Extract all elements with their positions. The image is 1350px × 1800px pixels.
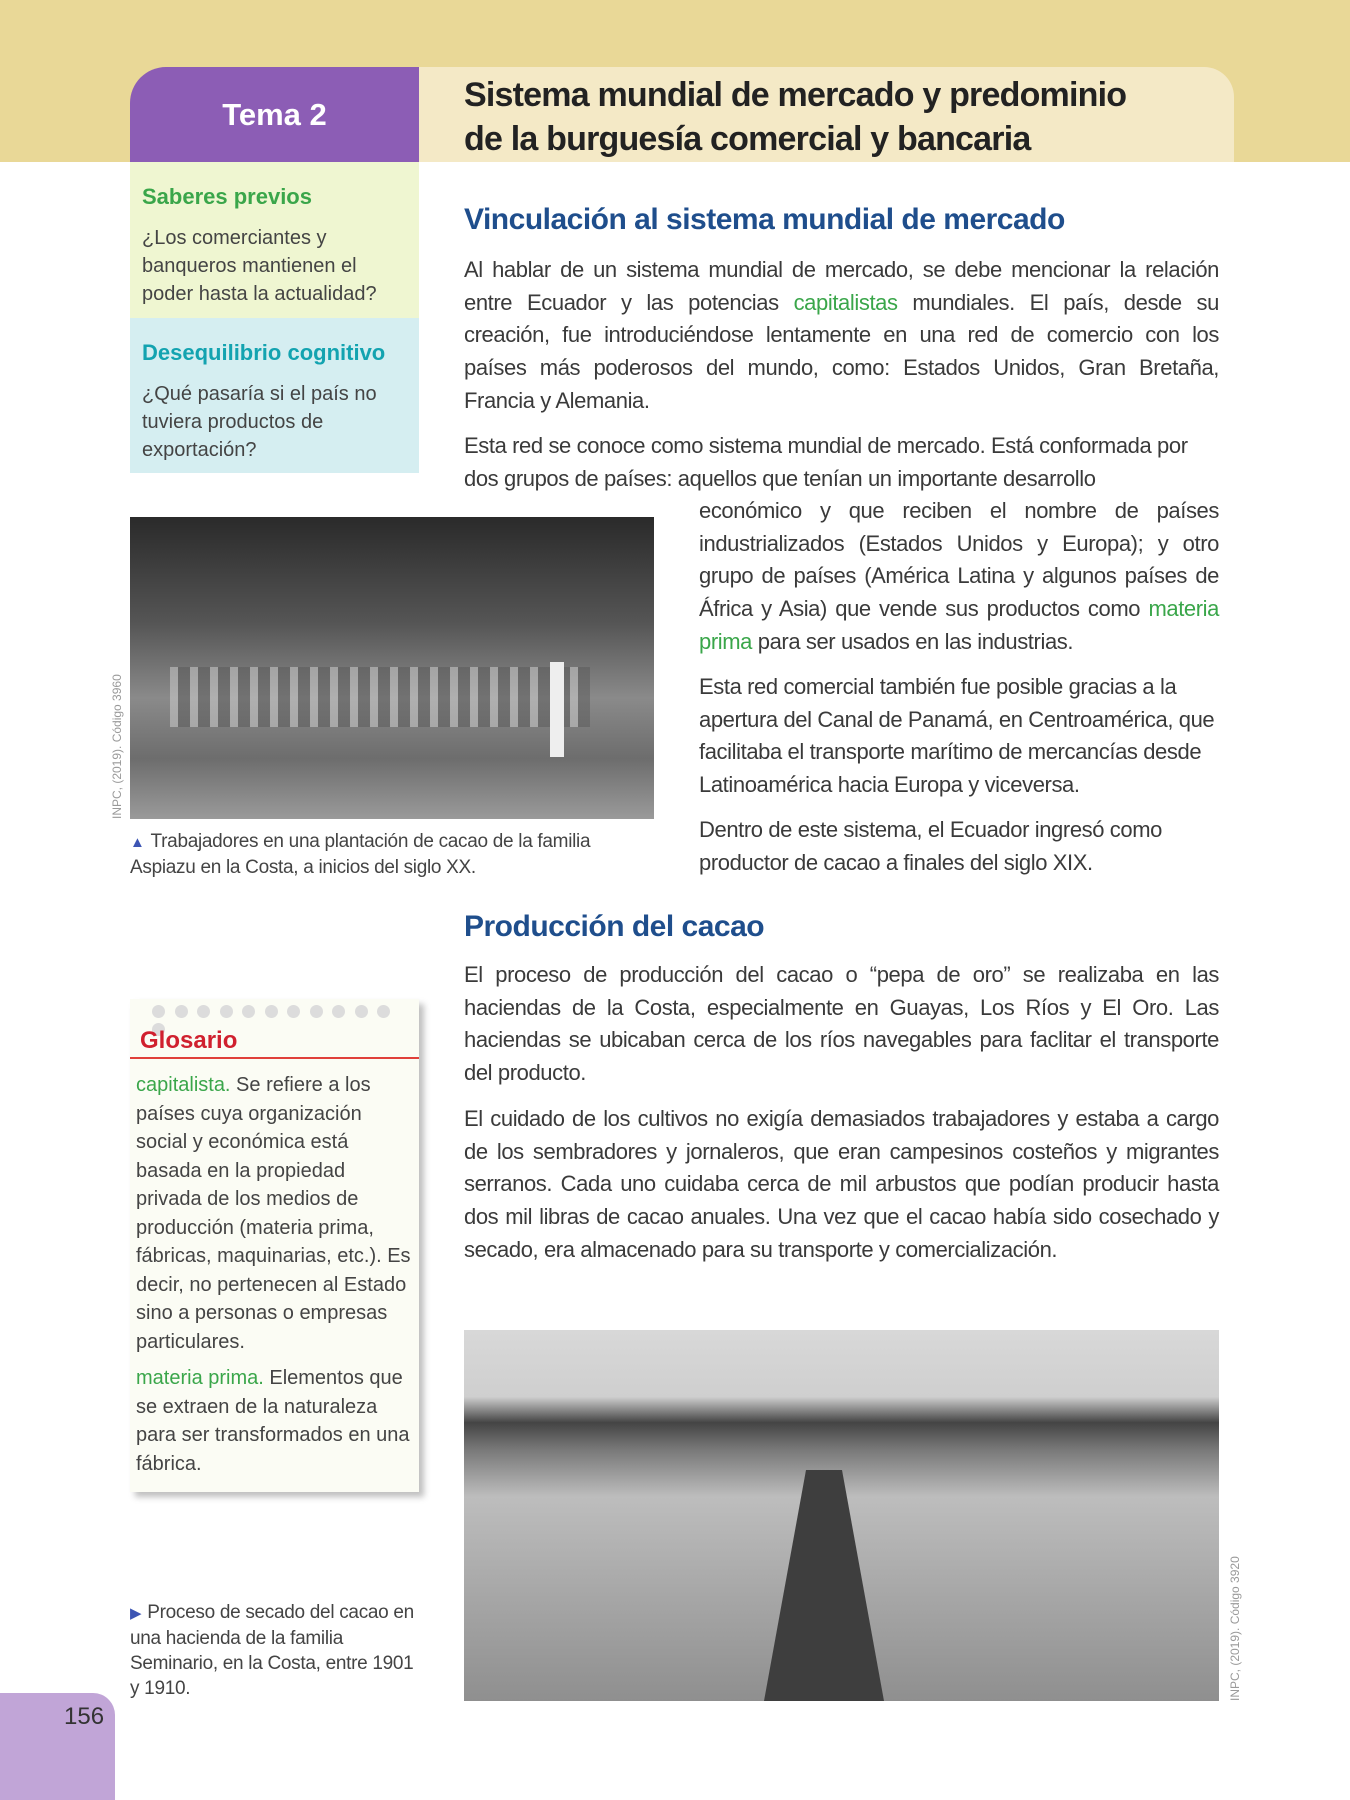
text: económico y que reciben el nombre de países industrializados (Estados Unidos y Europa); y otro grupo de países (América Latina y algunos países de África y Asia) que vende sus productos como bbox=[699, 498, 1219, 622]
photo1-credit: INPC, (2019). Código 3960 bbox=[110, 674, 124, 819]
page-number: 156 bbox=[64, 1703, 105, 1730]
term-capitalistas: capitalistas bbox=[793, 289, 898, 315]
paragraph-2-start: Esta red se conoce como sistema mundial de mercado. Está conformada por dos grupos de países: aquellos que tenían un importante desarrollo bbox=[464, 433, 1188, 491]
desequilibrio-heading: Desequilibrio cognitivo bbox=[142, 340, 386, 365]
photo1-caption bbox=[130, 829, 650, 880]
paragraph-2-cont bbox=[699, 495, 1219, 659]
glosario-entry bbox=[130, 1059, 419, 1356]
text: Proceso de secado del cacao en una hacienda de la familia Seminario, en la Costa, entre 1901 y 1910. bbox=[130, 1602, 414, 1699]
triangle-up-icon: ▲ bbox=[130, 834, 145, 851]
page-number-tab bbox=[0, 1693, 115, 1800]
photo2-caption bbox=[130, 1600, 420, 1701]
glosario-box bbox=[130, 999, 419, 1492]
photo2-credit: INPC, (2019). Código 3920 bbox=[1228, 1556, 1242, 1701]
tema-label: Tema 2 bbox=[130, 67, 419, 162]
photo-cacao-workers bbox=[130, 517, 654, 819]
triangle-right-icon: ▶ bbox=[130, 1605, 142, 1622]
section-heading-vinculacion: Vinculación al sistema mundial de mercado bbox=[464, 203, 1065, 236]
spiral-rings bbox=[130, 999, 419, 1021]
desequilibrio-box bbox=[130, 318, 419, 473]
desequilibrio-text: ¿Qué pasaría si el país no tuviera productos de exportación? bbox=[142, 383, 377, 461]
glosario-entry bbox=[130, 1356, 419, 1478]
paragraph-6: El cuidado de los cultivos no exigía demasiados trabajadores y estaba a cargo de los sembradores y jornaleros, que eran campesinos costeños y migrantes serranos. Cada uno cuidaba cerca de mil arbustos que podían producir hasta dos mil libras de cacao anuales. Una vez que el cacao había sido cosechado y secado, era almacenado para su transporte y comercialización. bbox=[464, 1106, 1219, 1262]
saberes-previos-box bbox=[130, 162, 419, 318]
glosario-heading: Glosario bbox=[130, 1021, 419, 1059]
title-line-2: de la burguesía comercial y bancaria bbox=[464, 120, 1031, 158]
paragraph-1 bbox=[464, 254, 1219, 418]
title-line-1: Sistema mundial de mercado y predominio bbox=[464, 76, 1127, 114]
photo-cacao-drying bbox=[464, 1330, 1219, 1701]
text: Al hablar de un sistema mundial de mercado, se debe mencionar la relación entre Ecuador y las potencias bbox=[464, 257, 1219, 315]
saberes-text: ¿Los comerciantes y banqueros mantienen el poder hasta la actualidad? bbox=[142, 227, 377, 305]
glosario-definition: Se refiere a los países cuya organización social y económica está basada en la propiedad privada de los medios de producción (materia prima, fábricas, maquinarias, etc.). Es decir, no pertenecen al Estado sino a personas o empresas particulares. bbox=[136, 1074, 411, 1353]
drying-path bbox=[764, 1470, 884, 1701]
text: para ser usados en las industrias. bbox=[752, 628, 1074, 654]
paragraph-5: El proceso de producción del cacao o “pepa de oro” se realizaba en las haciendas de la Costa, especialmente en Guayas, Los Ríos y El Oro. Las haciendas se ubicaban cerca de los ríos navegables para faclitar el transporte del producto. bbox=[464, 962, 1219, 1086]
text: mundiales. El país, desde su creación, fue introduciéndose lentamente en una red de comercio con los países más poderosos del mundo, como: Estados Unidos, Gran Bretaña, Francia y Alemania. bbox=[464, 289, 1219, 413]
page-title bbox=[419, 67, 1234, 162]
standing-figure bbox=[550, 662, 564, 757]
saberes-heading: Saberes previos bbox=[142, 184, 312, 209]
section-heading-produccion: Producción del cacao bbox=[464, 910, 765, 943]
glosario-definition: Elementos que se extraen de la naturaleza para ser transformados en una fábrica. bbox=[136, 1367, 410, 1475]
workers-figures bbox=[170, 667, 590, 727]
glosario-term: materia prima. bbox=[136, 1367, 264, 1389]
paragraph-3: Esta red comercial también fue posible gracias a la apertura del Canal de Panamá, en Centroamérica, que facilitaba el transporte marítimo de mercancías desde Latinoamérica hacia Europa y viceversa. bbox=[699, 674, 1215, 798]
glosario-term: capitalista. bbox=[136, 1074, 231, 1096]
text: Trabajadores en una plantación de cacao de la familia Aspiazu en la Costa, a inicios del siglo XX. bbox=[130, 831, 591, 878]
paragraph-4: Dentro de este sistema, el Ecuador ingresó como productor de cacao a finales del siglo XIX. bbox=[699, 817, 1162, 875]
term-materia-prima: materia prima bbox=[699, 596, 1219, 654]
